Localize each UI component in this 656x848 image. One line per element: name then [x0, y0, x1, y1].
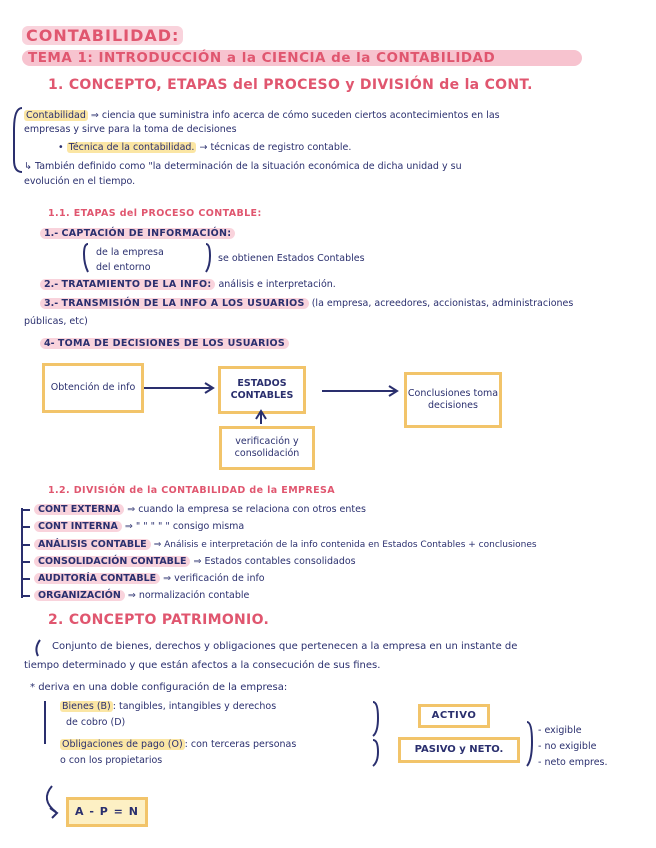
division-item: CONT EXTERNA ⇒ cuando la empresa se relaciona con otros entes: [34, 503, 366, 516]
section-1-title: 1. CONCEPTO, ETAPAS del PROCESO y DIVISIÓN de la CONT.: [48, 77, 533, 93]
section-2-title: 2. CONCEPTO PATRIMONIO.: [48, 612, 270, 628]
neto-list-item: - no exigible: [538, 741, 597, 752]
etapa-1: 1.- CAPTACIÓN DE INFORMACIÓN:: [40, 227, 235, 240]
formula-box: A - P = N: [66, 797, 148, 827]
etapa-1-result: se obtienen Estados Contables: [218, 253, 365, 264]
subject-title: CONTABILIDAD:: [22, 26, 183, 45]
flow-box-verificacion: verificación y consolidación: [219, 426, 315, 470]
pasivo-box: PASIVO y NETO.: [398, 737, 520, 763]
deriva-line: * deriva en una doble configuración de la empresa:: [30, 682, 288, 693]
contabilidad-term: Contabilidad: [26, 110, 86, 121]
etapa-4: 4- TOMA DE DECISIONES DE LOS USUARIOS: [40, 337, 289, 350]
division-item: CONSOLIDACIÓN CONTABLE ⇒ Estados contables consolidados: [34, 555, 356, 568]
flow-box-obtencion: Obtención de info: [42, 363, 144, 413]
etapa-1-sub-1: de la empresa: [96, 247, 164, 258]
neto-list-item: - neto empres.: [538, 757, 608, 768]
tecnica-definition: → técnicas de registro contable.: [199, 142, 352, 153]
tecnica-term: Técnica de la contabilidad.: [68, 142, 195, 153]
patrimonio-def-2: tiempo determinado y que están afectos a la consecución de sus fines.: [24, 660, 381, 671]
also-line-1: ↳ También definido como "la determinación de la situación económica de dicha unidad y su: [24, 161, 462, 172]
etapa-3: 3.- TRANSMISIÓN DE LA INFO A LOS USUARIOS (la empresa, acreedores, accionistas, administraciones: [40, 297, 573, 310]
bullet-icon: •: [58, 142, 67, 153]
oblig-line-2: o con los propietarios: [60, 755, 163, 766]
etapa-1-sub-2: del entorno: [96, 262, 151, 273]
bienes-line-2: de cobro (D): [66, 717, 126, 728]
flow-box-estados: ESTADOS CONTABLES: [218, 366, 306, 414]
division-title: 1.2. DIVISIÓN de la CONTABILIDAD de la EMPRESA: [48, 485, 336, 496]
division-item: AUDITORÍA CONTABLE ⇒ verificación de info: [34, 572, 265, 585]
tema-title: TEMA 1: INTRODUCCIÓN a la CIENCIA de la CONTABILIDAD: [22, 50, 582, 66]
division-item: CONT INTERNA ⇒ " " " " " consigo misma: [34, 520, 244, 533]
oblig-line-1: Obligaciones de pago (O) : con terceras personas: [62, 739, 297, 750]
bienes-line-1: Bienes (B) : tangibles, intangibles y derechos: [62, 701, 277, 712]
patrimonio-def-1: Conjunto de bienes, derechos y obligaciones que pertenecen a la empresa en un instante de: [52, 641, 518, 652]
arrow-icon: ↳: [24, 161, 35, 172]
intro-line-2: empresas y sirve para la toma de decisiones: [24, 124, 237, 135]
contabilidad-definition: ⇒ ciencia que suministra info acerca de cómo suceden ciertos acontecimientos en las: [90, 110, 500, 121]
activo-box: ACTIVO: [418, 704, 490, 728]
flow-box-conclusiones: Conclusiones toma decisiones: [404, 372, 502, 428]
bullet-icon: *: [30, 682, 39, 693]
division-item: ORGANIZACIÓN ⇒ normalización contable: [34, 589, 249, 602]
etapa-2: 2.- TRATAMIENTO DE LA INFO: análisis e interpretación.: [40, 278, 336, 291]
also-line-2: evolución en el tiempo.: [24, 176, 136, 187]
division-item: ANÁLISIS CONTABLE ⇒ Análisis e interpretación de la info contenida en Estados Contables + conclusiones: [34, 538, 537, 552]
etapa-3-cont: públicas, etc): [24, 316, 88, 327]
neto-list-item: - exigible: [538, 725, 582, 736]
etapas-title: 1.1. ETAPAS del PROCESO CONTABLE:: [48, 208, 262, 219]
